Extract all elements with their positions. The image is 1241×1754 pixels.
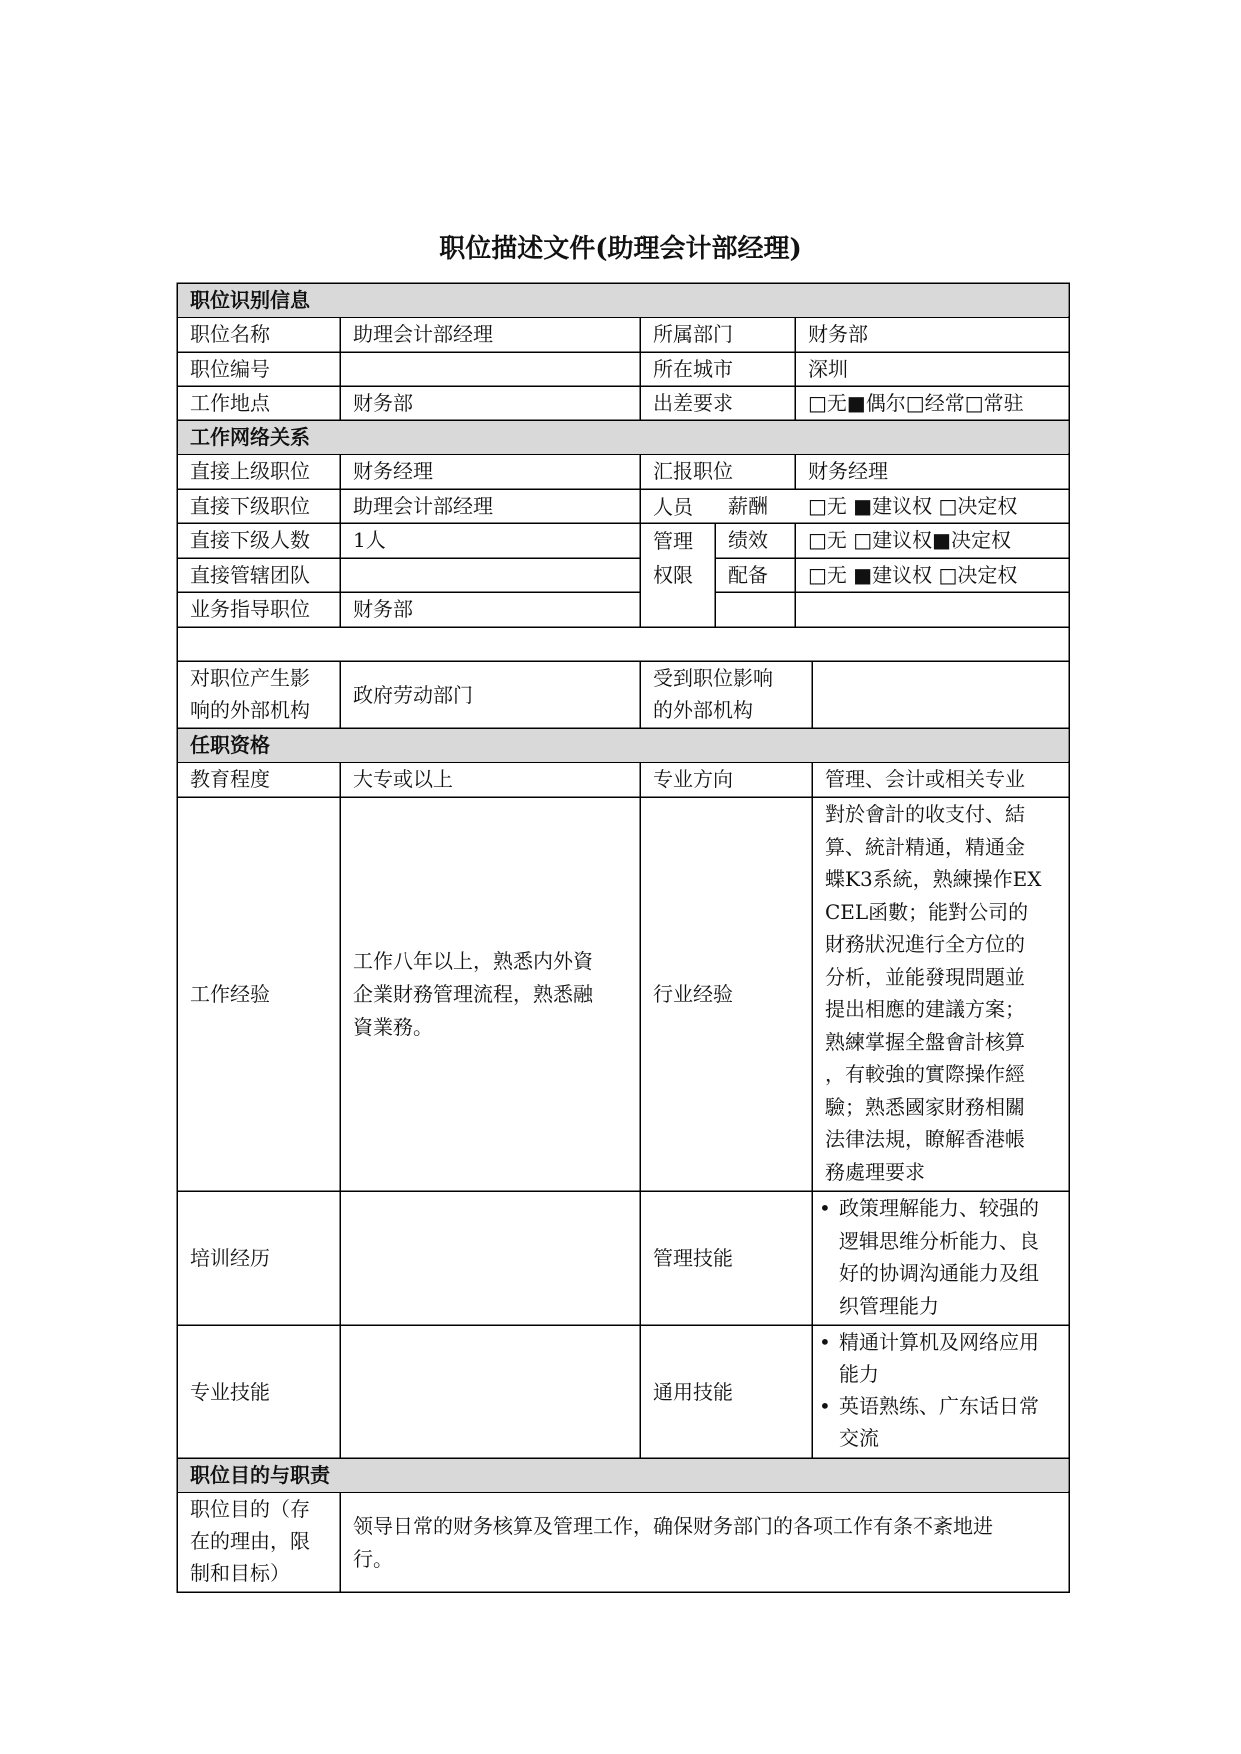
industry-exp-line: 對於會計的收支付、結 bbox=[825, 802, 1025, 826]
mgmt-skill-label: 管理技能 bbox=[653, 1246, 733, 1270]
general-skill-line: 交流 bbox=[839, 1426, 879, 1450]
pro-skill-label: 专业技能 bbox=[190, 1379, 270, 1404]
page-title: 职位描述文件(助理会计部经理) bbox=[439, 234, 802, 264]
job-no-value bbox=[341, 353, 640, 386]
edu-value: 大专或以上 bbox=[353, 767, 453, 791]
general-skill-item bbox=[819, 1390, 1056, 1454]
industry-exp-line: 務處理要求 bbox=[825, 1159, 925, 1184]
salary-value: □无 ■建议权 □决定权 bbox=[808, 494, 1018, 518]
sub-count-value: 1人 bbox=[353, 528, 386, 552]
subordinate-value: 助理会计部经理 bbox=[353, 494, 493, 518]
team-label: 直接管辖团队 bbox=[190, 563, 310, 587]
travel-value: □无■偶尔□经常□常驻 bbox=[808, 391, 1024, 415]
ext-affected-label-line: 受到职位影响 bbox=[653, 666, 773, 690]
general-skill-item bbox=[819, 1326, 1056, 1390]
city-label: 所在城市 bbox=[653, 357, 733, 381]
industry-exp-line: 財務狀況進行全方位的 bbox=[825, 932, 1025, 956]
guide-label: 业务指导职位 bbox=[190, 597, 310, 621]
authority-label-line: 人员 bbox=[653, 495, 693, 519]
work-exp-value bbox=[341, 798, 640, 1191]
section-header-purpose: 职位目的与职责 bbox=[178, 1459, 1068, 1492]
purpose-label-line: 职位目的（存 bbox=[190, 1497, 310, 1521]
major-value: 管理、会计或相关专业 bbox=[825, 767, 1025, 791]
superior-label: 直接上级职位 bbox=[190, 459, 310, 483]
ext-affected-label-line: 的外部机构 bbox=[653, 698, 753, 722]
industry-exp-line: ，有較強的實際操作經 bbox=[825, 1062, 1025, 1086]
work-exp-line: 企業財務管理流程，熟悉融 bbox=[353, 982, 593, 1006]
mgmt-skill-line: 逻辑思维分析能力、良 bbox=[839, 1228, 1039, 1253]
industry-exp-line: 算、統計精通，精通金 bbox=[825, 834, 1025, 859]
staffing-value: □无 ■建议权 □决定权 bbox=[808, 563, 1018, 587]
report-value: 财务经理 bbox=[808, 459, 888, 483]
mgmt-skill-line: 政策理解能力、较强的 bbox=[839, 1196, 1039, 1220]
industry-exp-line: 熟練掌握全盤會計核算 bbox=[825, 1029, 1025, 1054]
industry-exp-label: 行业经验 bbox=[653, 982, 733, 1006]
ext-affected-label bbox=[641, 662, 812, 728]
purpose-label-line: 在的理由，限 bbox=[190, 1529, 310, 1553]
authority-label bbox=[641, 490, 715, 592]
staffing-label: 配备 bbox=[728, 563, 768, 587]
purpose-label bbox=[178, 1493, 340, 1592]
job-name-value: 助理会计部经理 bbox=[353, 322, 493, 346]
travel-label: 出差要求 bbox=[653, 391, 733, 415]
dept-value: 财务部 bbox=[808, 322, 868, 346]
general-skill-label: 通用技能 bbox=[653, 1379, 733, 1404]
mgmt-skill-line: 织管理能力 bbox=[839, 1293, 939, 1318]
purpose-text-line: 行。 bbox=[353, 1546, 393, 1571]
bullet-icon: • bbox=[819, 1394, 831, 1418]
purpose-text-line: 领导日常的财务核算及管理工作，确保财务部门的各项工作有条不紊地进 bbox=[353, 1513, 993, 1538]
authority-label-line: 权限 bbox=[653, 563, 693, 587]
city-value: 深圳 bbox=[808, 357, 848, 381]
purpose-text bbox=[341, 1493, 1068, 1592]
general-skill-value bbox=[813, 1326, 1068, 1458]
ext-influence-label-line: 对职位产生影 bbox=[190, 666, 310, 690]
ext-influence-label-line: 响的外部机构 bbox=[190, 698, 310, 722]
mgmt-skill-line: 好的协调沟通能力及组 bbox=[839, 1261, 1039, 1285]
bullet-icon: • bbox=[819, 1330, 831, 1354]
industry-exp-line: 法律法規，瞭解香港帳 bbox=[825, 1127, 1025, 1151]
authority-label-line: 管理 bbox=[653, 529, 693, 553]
general-skill-line: 能力 bbox=[839, 1362, 879, 1386]
purpose-label-line: 制和目标） bbox=[190, 1561, 290, 1585]
salary-label: 薪酬 bbox=[728, 494, 768, 518]
location-value: 财务部 bbox=[353, 391, 413, 415]
ext-affected-value bbox=[813, 662, 1068, 728]
guide-value: 财务部 bbox=[353, 597, 413, 621]
training-label: 培训经历 bbox=[190, 1246, 270, 1270]
pro-skill-value bbox=[341, 1326, 640, 1458]
ext-influence-value: 政府劳动部门 bbox=[353, 682, 473, 707]
industry-exp-value bbox=[813, 798, 1068, 1191]
general-skill-line: 英语熟练、广东话日常 bbox=[839, 1394, 1039, 1418]
sub-count-label: 直接下级人数 bbox=[190, 528, 310, 552]
superior-value: 财务经理 bbox=[353, 459, 433, 483]
performance-value: □无 □建议权■决定权 bbox=[808, 528, 1012, 552]
section-header-identification: 职位识别信息 bbox=[178, 284, 1068, 317]
ext-influence-label bbox=[178, 662, 340, 728]
section-header-qualification: 任职资格 bbox=[178, 729, 1068, 762]
major-label: 专业方向 bbox=[653, 767, 733, 791]
location-label: 工作地点 bbox=[190, 391, 270, 415]
mgmt-skill-item bbox=[819, 1192, 1056, 1322]
industry-exp-line: 分析，並能發現問題並 bbox=[825, 964, 1025, 989]
industry-exp-line: 蝶K3系統，熟練操作EX bbox=[825, 867, 1042, 891]
work-exp-line: 工作八年以上，熟悉内外資 bbox=[353, 949, 593, 973]
bullet-icon: • bbox=[819, 1196, 831, 1220]
job-no-label: 职位编号 bbox=[190, 357, 270, 381]
report-label: 汇报职位 bbox=[653, 459, 733, 483]
subordinate-label: 直接下级职位 bbox=[190, 494, 310, 518]
training-value bbox=[341, 1192, 640, 1325]
industry-exp-line: 驗；熟悉國家財務相關 bbox=[825, 1094, 1025, 1119]
performance-label: 绩效 bbox=[728, 528, 768, 552]
work-exp-line: 資業務。 bbox=[353, 1015, 433, 1039]
mgmt-skill-value bbox=[813, 1192, 1068, 1325]
edu-label: 教育程度 bbox=[190, 767, 270, 791]
general-skill-line: 精通计算机及网络应用 bbox=[839, 1330, 1039, 1354]
work-exp-label: 工作经验 bbox=[190, 982, 270, 1006]
industry-exp-line: 提出相應的建議方案； bbox=[825, 997, 1025, 1021]
section-header-network: 工作网络关系 bbox=[178, 421, 1068, 454]
job-name-label: 职位名称 bbox=[190, 322, 270, 346]
industry-exp-line: CEL函數；能對公司的 bbox=[825, 899, 1029, 924]
dept-label: 所属部门 bbox=[653, 322, 733, 346]
team-value bbox=[341, 559, 640, 592]
